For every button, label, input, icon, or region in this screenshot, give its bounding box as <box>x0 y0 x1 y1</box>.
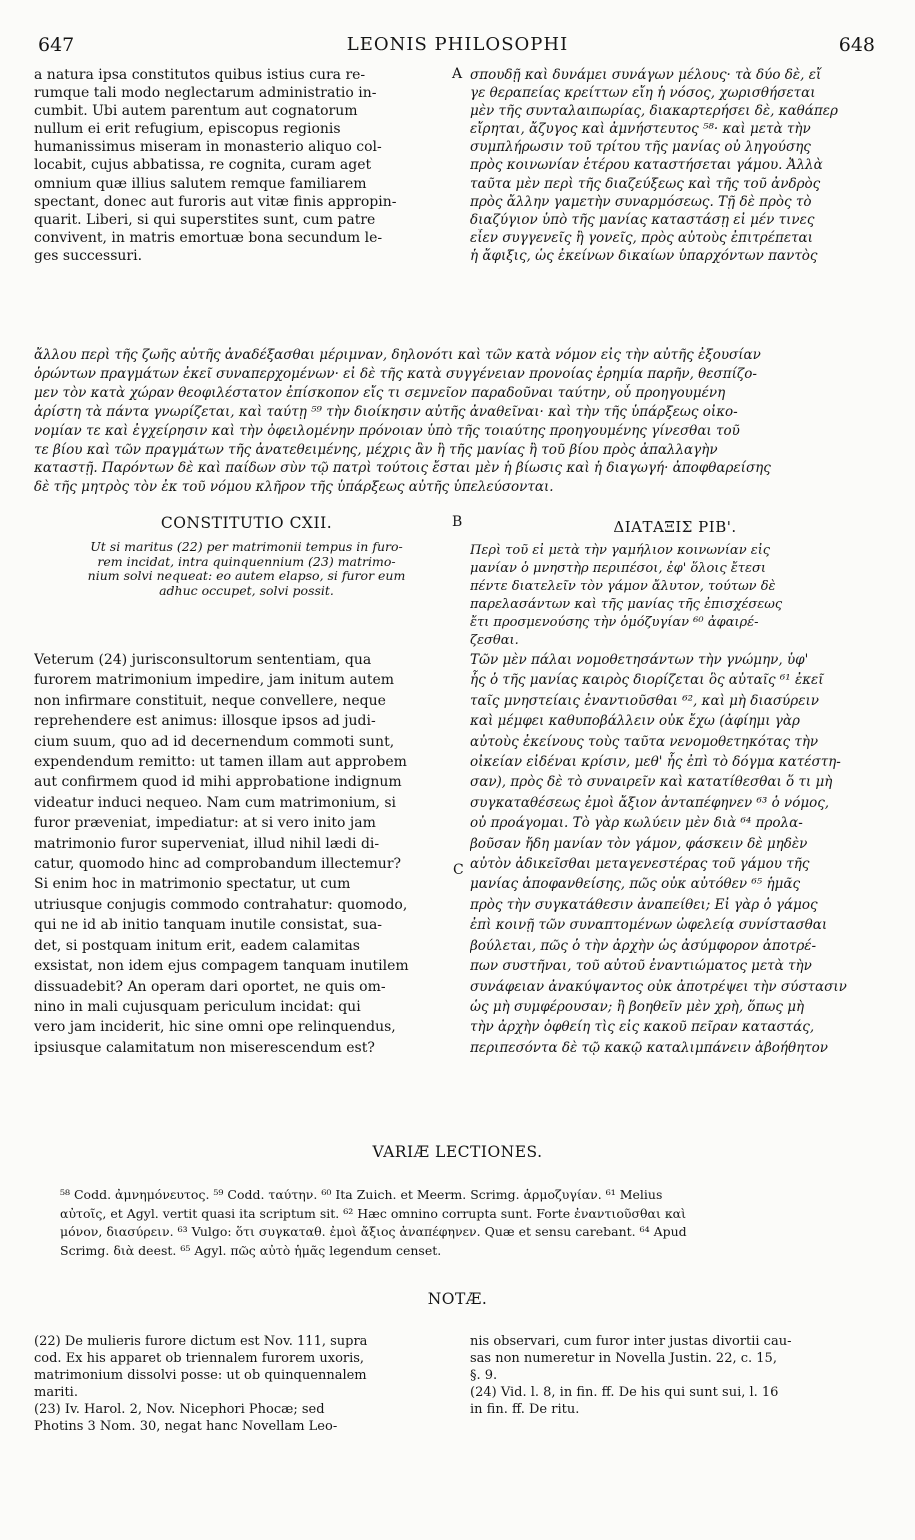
text-line: quarit. Liberi, si qui superstites sunt, cum patre <box>34 211 376 228</box>
latin-body-text <box>34 650 459 1058</box>
text-line: καταστῇ. Παρόντων δὲ καὶ παίδων σὺν τῷ πατρὶ τούτοις ἔσται μὲν ἡ βίωσις καὶ ἡ διαγωγή· ἀποφθαρείσης <box>34 460 771 477</box>
text-line: Περὶ τοῦ εἰ μετὰ τὴν γαμήλιον κοινωνίαν εἰς <box>470 543 771 558</box>
text-line: οἰκείαν εἰδέναι κρίσιν, μεθ' ἧς ἐπὶ τὸ δόγμα κατέστη- <box>470 754 841 771</box>
text-line: nium solvi nequeat: eo autem elapso, si furor eum <box>87 569 406 584</box>
margin-letter-c: C <box>453 862 464 878</box>
note-line: (24) Vid. l. 8, in fin. ff. De his qui sunt sui, l. 16 <box>470 1385 779 1400</box>
summary-latin <box>34 540 459 598</box>
text-line: αὐτὸν ἀδικεῖσθαι μεταγενεστέρας τοῦ γάμου τῆς <box>470 856 810 873</box>
heading-variae-lectiones: VARIÆ LECTIONES. <box>372 1143 543 1161</box>
text-line: ὡς μὴ συμφέρουσαν; ἢ βοηθεῖν μὲν χρὴ, ὅπως μὴ <box>470 998 805 1015</box>
text-line: det, si postquam initum erit, eadem calamitas <box>34 937 360 954</box>
text-line: nullum ei erit refugium, episcopus regionis <box>34 121 341 138</box>
heading-diataxis-greek: ΔΙΑΤΑΞΙΣ ΡΙΒ'. <box>613 518 737 536</box>
text-line: Veterum (24) jurisconsultorum sententiam, qua <box>34 652 372 668</box>
text-line: locabit, cujus abbatissa, re cognita, curam aget <box>34 157 372 174</box>
text-line: ἀρίστη τὰ πάντα γνωρίζεται, καὶ ταύτῃ ⁵⁹ τὴν διοίκησιν αὐτῆς ἀναθεῖναι· καὶ τὴν τῆς ὑπάρξεως οἰκο- <box>34 403 738 420</box>
text-line: βοῦσαν ἤδη μανίαν τὸν γάμον, φάσκειν δὲ μηδὲν <box>470 835 808 852</box>
text-line: συγκαταθέσεως ἐμοὶ ἄξιον ἀνταπέφηνεν ⁶³ ὁ νόμος, <box>470 794 830 811</box>
text-line: cumbit. Ubi autem parentum aut cognatorum <box>34 103 358 120</box>
text-line: nino in mali cujusquam periculum incidat: qui <box>34 998 361 1015</box>
footnote-line: ⁵⁸ Codd. ἀμνημόνευτος. ⁵⁹ Codd. ταύτην. ⁶⁰ Ita Zuich. et Meerm. Scrimg. ἁρμοζυγίαν. ⁶¹ Melius <box>60 1187 663 1202</box>
footnote-line: αὐτοῖς, et Agyl. vertit quasi ita scriptum sit. ⁶² Hæc omnino corrupta sunt. Forte ἐναντιοῦσθαι καὶ <box>60 1205 686 1221</box>
text-line: spectant, donec aut furoris aut vitæ finis appropin- <box>34 193 397 210</box>
greek-column-top <box>470 66 880 265</box>
notes-left-column <box>34 1333 459 1435</box>
note-line: sas non numeretur in Novella Justin. 22, c. 15, <box>470 1351 777 1366</box>
text-line: εἶεν συγγενεῖς ἢ γονεῖς, πρὸς αὐτοὺς ἐπιτρέπεται <box>470 229 813 246</box>
latin-column-top <box>34 66 459 265</box>
note-line: cod. Ex his apparet ob triennalem furorem uxoris, <box>34 1351 365 1366</box>
greek-body-text <box>470 650 880 1058</box>
text-line: aut confirmem quod id mihi approbatione indignum <box>34 774 402 791</box>
text-line: videatur induci nequeo. Nam cum matrimonium, si <box>34 794 397 811</box>
note-line: (22) De mulieris furore dictum est Nov. 111, supra <box>34 1334 368 1349</box>
text-line: συνάφειαν ἀνακύψαντος οὐκ ἀποτρέψει τὴν σύστασιν <box>470 978 847 995</box>
text-line: omnium quæ illius salutem remque familiarem <box>34 175 367 192</box>
text-line: ἐπὶ κοινῇ τῶν συναπτομένων ὠφελείᾳ συνίστασθαι <box>470 917 828 934</box>
text-line: πρὸς κοινωνίαν ἑτέρου καταστήσεται γάμου. Ἀλλὰ <box>470 157 823 174</box>
text-line: utriusque conjugis commodo contrahatur: quomodo, <box>34 896 408 913</box>
text-line: γε θεραπείας κρείττων εἴη ἡ νόσος, χωρισθήσεται <box>470 85 816 102</box>
text-line: vero jam inciderit, hic sine omni ope relinquendus, <box>34 1019 396 1036</box>
text-line: Si enim hoc in matrimonio spectatur, ut cum <box>34 876 351 893</box>
text-line: καὶ μέμφει καθυποβάλλειν οὐκ ἔχω (ἀφίημι γὰρ <box>470 713 800 730</box>
text-line: cium suum, quo ad id decernendum commoti sunt, <box>34 733 395 750</box>
text-line: non infirmare constituit, neque convellere, neque <box>34 692 386 709</box>
text-line: rumque tali modo neglectarum administratio in- <box>34 85 377 102</box>
summary-greek <box>470 542 880 650</box>
notes-right-column <box>470 1333 880 1418</box>
text-line: οὐ προάγομαι. Τὸ γὰρ κωλύειν μὲν διὰ ⁶⁴ προλα- <box>470 815 803 832</box>
text-line: Τῶν μὲν πάλαι νομοθετησάντων τὴν γνώμην, ὑφ' <box>470 652 809 668</box>
text-line: ἡ ἄφιξις, ὡς ἐκείνων δικαίων ὑπαρχόντων παντὸς <box>470 247 818 264</box>
text-line: furorem matrimonium impedire, jam initum autem <box>34 672 395 689</box>
footnote-line: μόνον, διασύρειν. ⁶³ Vulgo: ὅτι συγκαταθ. ἐμοὶ ἄξιος ἀναπέφηνεν. Quæ et sensu carebant. ⁶⁴ Apud <box>60 1224 687 1239</box>
text-line: ὁρώντων πραγμάτων ἐκεῖ συναπερχομένων· εἰ δὲ τῆς κατὰ συγγένειαν προνοίας ἐρημία παρῆν, θεσπίζο- <box>34 365 757 382</box>
text-line: ταῦτα μὲν περὶ τῆς διαζεύξεως καὶ τῆς τοῦ ἀνδρὸς <box>470 175 821 192</box>
text-line: διαζύγιον ὑπὸ τῆς μανίας καταστάσῃ εἰ μέν τινες <box>470 211 815 228</box>
text-line: σπουδῇ καὶ δυνάμει συνάγων μέλους· τὰ δύο δὲ, εἴ <box>470 67 822 83</box>
note-line: §. 9. <box>470 1368 498 1383</box>
greek-full-width-passage <box>34 346 880 497</box>
text-line: νομίαν τε καὶ ἐγχείρησιν καὶ τὴν ὀφειλομένην πρόνοιαν ὑπὸ τῆς τοιαύτης προηγουμένης γίνεσθαι τοῦ <box>34 422 740 439</box>
text-line: πρὸς ἄλλην γαμετὴν συναρμόσεως. Τῇ δὲ πρὸς τὸ <box>470 193 812 210</box>
text-line: περιπεσόντα δὲ τῷ κακῷ καταλιμπάνειν ἀβοήθητον <box>470 1039 829 1056</box>
note-line: (23) Iv. Harol. 2, Nov. Nicephori Phocæ; sed <box>34 1402 325 1417</box>
text-line: Ut si maritus (22) per matrimonii tempus in furo- <box>90 540 403 554</box>
running-title: LEONIS PHILOSOPHI <box>346 34 569 55</box>
text-line: τε βίου καὶ τῶν πραγμάτων τῆς ἀνατεθειμένης, μέχρις ἂν ἢ τῆς μανίας ἢ τοῦ βίου πρὸς ἀπαλλαγὴν <box>34 441 718 458</box>
footnote-line: Scrimg. διὰ deest. ⁶⁵ Agyl. πῶς αὐτὸ ἡμᾶς legendum censet. <box>60 1242 442 1258</box>
text-line: σαν), πρὸς δὲ τὸ συναιρεῖν καὶ κατατίθεσθαι ὅ τι μὴ <box>470 774 833 791</box>
text-line: ζεσθαι. <box>470 633 519 648</box>
text-line: ἔτι προσμενούσης τὴν ὁμόζυγίαν ⁶⁰ ἀφαιρέ- <box>470 615 759 630</box>
text-line: πρὸς τὴν συγκατάθεσιν ἀναπείθει; Εἰ γὰρ ὁ γάμος <box>470 896 818 913</box>
text-line: rem incidat, intra quinquennium (23) matrimo- <box>97 554 396 569</box>
text-line: συμπλήρωσιν τοῦ τρίτου τῆς μανίας οὐ ληγούσης <box>470 139 811 156</box>
text-line: εἴρηται, ἄζυγος καὶ ἀμνήστευτος ⁵⁸· καὶ μετὰ τὴν <box>470 121 811 138</box>
text-line: ταῖς μνηστείαις ἐναντιοῦσθαι ⁶², καὶ μὴ διασύρειν <box>470 692 819 709</box>
note-line: nis observari, cum furor inter justas divortii cau- <box>470 1334 792 1349</box>
text-line: μανίαν ὁ μνηστὴρ περιπέσοι, ἐφ' ὅλοις ἔτεσι <box>470 561 766 576</box>
text-line: μὲν τῆς συνταλαιπωρίας, διακαρτερήσει δὲ, καθάπερ <box>470 103 838 120</box>
running-header <box>0 34 915 60</box>
text-line: expendendum remitto: ut tamen illam aut approbem <box>34 754 407 771</box>
text-line: adhuc occupet, solvi possit. <box>159 583 334 598</box>
text-line: reprehendere est animus: illosque ipsos ad judi- <box>34 713 376 730</box>
text-line: a natura ipsa constitutos quibus istius cura re- <box>34 67 366 83</box>
note-line: matrimonium dissolvi posse: ut ob quinquennalem <box>34 1368 367 1383</box>
note-line: Photins 3 Nom. 30, negat hanc Novellam Leo- <box>34 1419 338 1434</box>
text-line: μεν τὸν κατὰ χώραν θεοφιλέστατον ἐπίσκοπον εἴς τι σεμνεῖον παραδοῦναι ταύτην, οὗ προηγουμένη <box>34 384 726 401</box>
note-line: mariti. <box>34 1385 78 1400</box>
text-line: πων συστῆναι, τοῦ αὐτοῦ ἐναντιώματος μετὰ τὴν <box>470 958 812 975</box>
heading-constitutio-latin: CONSTITUTIO CXII. <box>160 514 333 532</box>
text-line: humanissimus miseram in monasterio aliquo col- <box>34 139 382 156</box>
page-number-right: 648 <box>838 34 875 56</box>
heading-notae: NOTÆ. <box>427 1290 488 1308</box>
text-line: πέντε διατελεῖν τὸν γάμον ἄλυτον, τούτων δὲ <box>470 579 776 594</box>
text-line: παρελασάντων καὶ τῆς μανίας τῆς ἐπισχέσεως <box>470 597 783 612</box>
text-line: catur, quomodo hinc ad comprobandum illectemur? <box>34 856 402 873</box>
margin-letter-b: B <box>452 514 463 530</box>
text-line: ἧς ὁ τῆς μανίας καιρὸς διορίζεται ὃς αὐταῖς ⁶¹ ἐκεῖ <box>470 672 824 689</box>
text-line: exsistat, non idem ejus compagem tanquam inutilem <box>34 958 409 975</box>
text-line: ipsiusque calamitatum non miserescendum est? <box>34 1039 375 1056</box>
page-number-left: 647 <box>38 34 75 56</box>
margin-letter-a: A <box>452 66 463 82</box>
text-line: μανίας ἀποφανθείσης, πῶς οὐκ αὐτόθεν ⁶⁵ ἡμᾶς <box>470 876 801 893</box>
text-line: ges successuri. <box>34 247 143 264</box>
note-line: in fin. ff. De ritu. <box>470 1402 580 1417</box>
variae-lectiones-text <box>60 1186 880 1260</box>
text-line: δὲ τῆς μητρὸς τὸν ἐκ τοῦ νόμου κλῆρον τῆς ὑπάρξεως αὐτῆς ὑπελεύσονται. <box>34 479 554 496</box>
text-line: ἄλλου περὶ τῆς ζωῆς αὐτῆς ἀναδέξασθαι μέριμναν, δηλονότι καὶ τῶν κατὰ νόμον εἰς τὴν αὐτῆς ἐξουσίαν <box>34 347 761 363</box>
text-line: furor præveniat, impediatur: at si vero inito jam <box>34 815 376 832</box>
text-line: qui ne id ab initio tanquam inutile consistat, sua- <box>34 917 383 934</box>
text-line: αὐτοὺς ἐκείνους τοὺς ταῦτα νενομοθετηκότας τὴν <box>470 733 819 750</box>
text-line: βούλεται, πῶς ὁ τὴν ἀρχὴν ὡς ἀσύμφορον ἀποτρέ- <box>470 937 817 954</box>
text-line: dissuadebit? An operam dari oportet, ne quis om- <box>34 978 386 995</box>
text-line: τὴν ἀρχὴν ὀφθείη τὶς εἰς κακοῦ πεῖραν καταστάς, <box>470 1019 815 1036</box>
text-line: matrimonio furor superveniat, illud nihil lædi di- <box>34 835 380 852</box>
text-line: convivent, in matris emortuæ bona secundum le- <box>34 229 383 246</box>
